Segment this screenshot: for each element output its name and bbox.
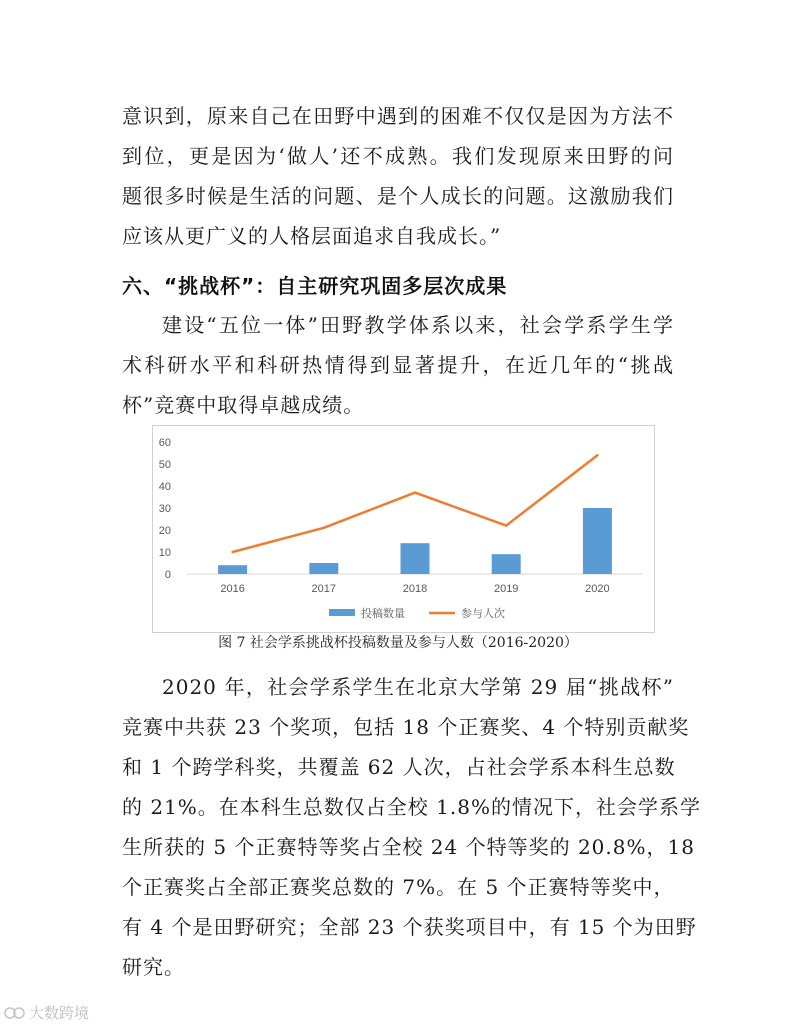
legend-swatch-bar bbox=[329, 609, 355, 616]
x-tick-label: 2017 bbox=[311, 583, 337, 595]
text-line: 到位，更是因为‘做人’还不成熟。我们发现原来田野的问 bbox=[122, 144, 674, 168]
x-tick-label: 2019 bbox=[493, 583, 519, 595]
chart-figure bbox=[152, 425, 655, 633]
text-line: 个正赛奖占全部正赛奖总数的 7%。在 5 个正赛特等奖中， bbox=[122, 875, 675, 899]
bar-投稿数量-2017 bbox=[309, 563, 338, 574]
legend-label-line: 参与人次 bbox=[461, 607, 505, 620]
x-tick-label: 2018 bbox=[402, 583, 428, 595]
text-line: 建设“五位一体”田野教学体系以来，社会学系学生学 bbox=[162, 313, 674, 337]
x-tick-label: 2016 bbox=[220, 583, 245, 595]
text-line: 竞赛中共获 23 个奖项，包括 18 个正赛奖、4 个特别贡献奖 bbox=[122, 715, 690, 739]
line-series-参与人次 bbox=[233, 455, 598, 552]
y-tick-label: 20 bbox=[158, 525, 171, 537]
text-line: 应该从更广义的人格层面追求自我成长。” bbox=[122, 224, 502, 248]
text-line: 有 4 个是田野研究；全部 23 个获奖项目中，有 15 个为田野 bbox=[122, 915, 697, 939]
text-line: 2020 年，社会学系学生在北京大学第 29 届“挑战杯” bbox=[162, 675, 674, 699]
y-tick-label: 30 bbox=[158, 503, 171, 515]
watermark-text: 大数跨境 bbox=[29, 1004, 90, 1022]
bar-投稿数量-2020 bbox=[583, 508, 612, 574]
figure-caption: 图 7 社会学系挑战杯投稿数量及参与人数（2016-2020） bbox=[218, 635, 578, 651]
y-tick-label: 50 bbox=[158, 459, 171, 471]
bar-投稿数量-2016 bbox=[218, 565, 247, 574]
text-line: 生所获的 5 个正赛特等奖占全校 24 个特等奖的 20.8%，18 bbox=[122, 835, 695, 859]
y-tick-label: 0 bbox=[164, 569, 171, 581]
y-tick-label: 40 bbox=[158, 481, 171, 493]
paragraph-intro bbox=[122, 305, 674, 425]
x-tick-label: 2020 bbox=[585, 583, 610, 595]
text-line: 杯”竞赛中取得卓越成绩。 bbox=[122, 393, 365, 417]
bar-投稿数量-2018 bbox=[401, 543, 430, 574]
paragraph-quote-continuation bbox=[122, 96, 674, 256]
bar-投稿数量-2019 bbox=[492, 554, 521, 574]
text-line: 术科研水平和科研热情得到显著提升，在近几年的“挑战 bbox=[122, 353, 674, 377]
text-line: 的 21%。在本科生总数仅占全校 1.8%的情况下，社会学系学 bbox=[122, 795, 701, 819]
watermark bbox=[4, 1002, 89, 1023]
combo-chart bbox=[153, 426, 654, 632]
y-tick-label: 60 bbox=[158, 437, 171, 449]
section-heading: 六、“挑战杯”：自主研究巩固多层次成果 bbox=[122, 274, 508, 298]
text-line: 意识到，原来自己在田野中遇到的困难不仅仅是因为方法不 bbox=[122, 104, 674, 128]
text-line: 题很多时候是生活的问题、是个人成长的问题。这激励我们 bbox=[122, 184, 674, 208]
text-line: 研究。 bbox=[122, 955, 185, 979]
text-line: 和 1 个跨学科奖，共覆盖 62 人次，占社会学系本科生总数 bbox=[122, 755, 676, 779]
paragraph-results bbox=[122, 667, 701, 987]
watermark-logo-icon bbox=[4, 1005, 26, 1021]
y-tick-label: 10 bbox=[158, 547, 171, 559]
legend-label-bar: 投稿数量 bbox=[361, 607, 405, 620]
